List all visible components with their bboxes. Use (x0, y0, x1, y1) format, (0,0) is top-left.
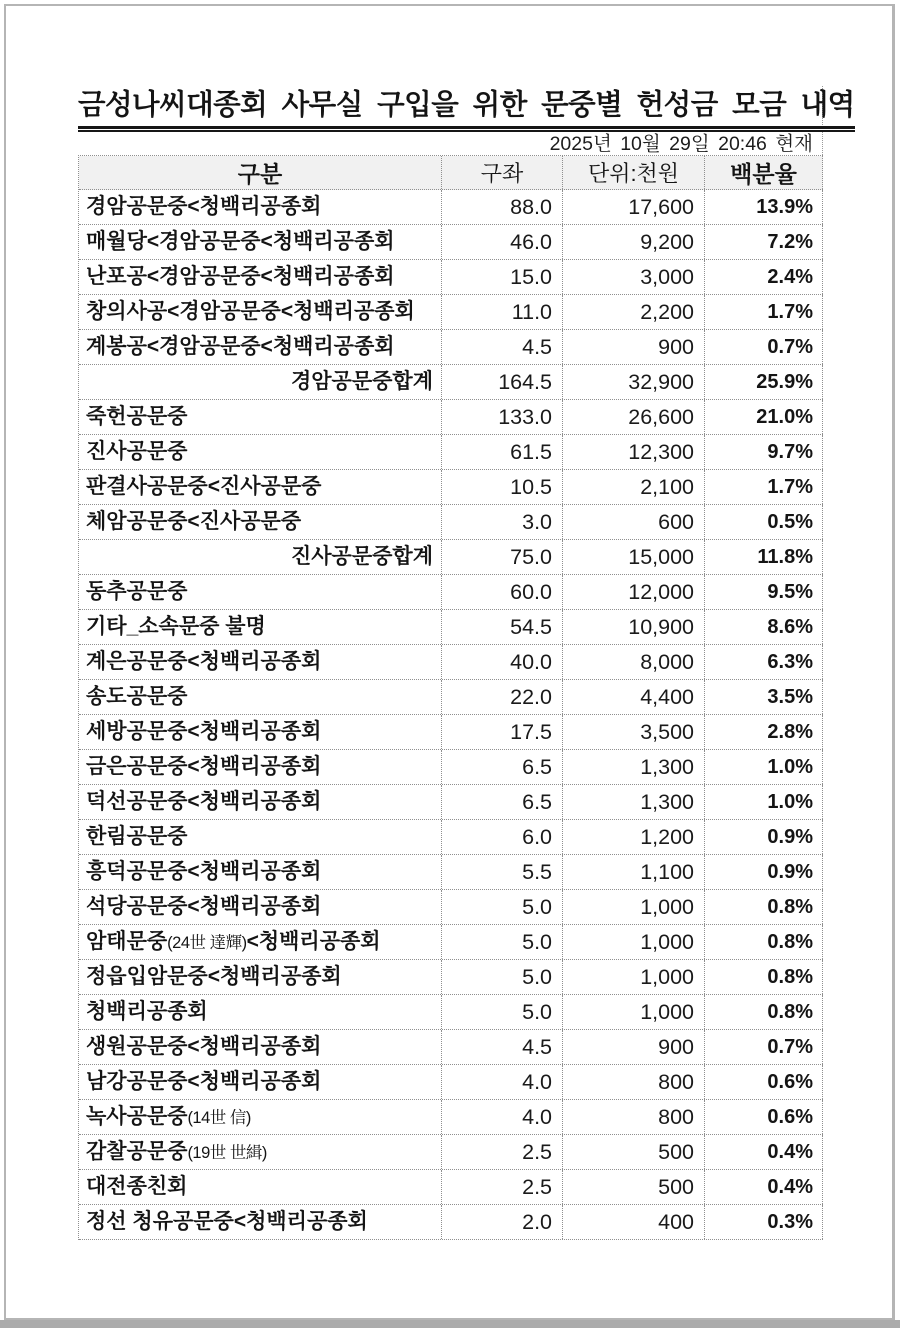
row-amount-cell: 1,000 (563, 890, 705, 924)
row-amount-cell: 15,000 (563, 540, 705, 574)
row-name-text: 세방공문중<청백리공종회 (86, 719, 322, 743)
row-name-note: (14世 信) (187, 1108, 251, 1127)
row-name-text: 청백리공종회 (86, 999, 208, 1023)
row-accounts-cell: 40.0 (442, 645, 563, 679)
row-name-cell (79, 925, 442, 959)
row-amount-cell: 10,900 (563, 610, 705, 644)
row-accounts-cell: 5.0 (442, 890, 563, 924)
donation-table (78, 155, 823, 1240)
row-name-text: 덕선공문중<청백리공종회 (86, 789, 322, 813)
row-name-cell (79, 295, 442, 329)
row-percent-cell: 9.5% (705, 575, 823, 609)
row-amount-cell: 400 (563, 1205, 705, 1239)
row-amount-cell: 1,300 (563, 785, 705, 819)
row-name-cell (79, 960, 442, 994)
row-name-cell (79, 190, 442, 224)
row-accounts-cell: 4.0 (442, 1100, 563, 1134)
header-cell-category: 구분 (79, 156, 442, 189)
row-name-text: 암태문중(24世 達輝)<청백리공종회 (86, 929, 381, 953)
row-name-text: 정읍입암문중<청백리공종회 (86, 964, 342, 988)
table-row (79, 645, 823, 680)
table-row (79, 1100, 823, 1135)
row-name-text: 석당공문중<청백리공종회 (86, 894, 322, 918)
row-percent-cell: 1.7% (705, 295, 823, 329)
row-amount-cell: 1,000 (563, 995, 705, 1029)
table-row (79, 330, 823, 365)
row-percent-cell: 0.8% (705, 960, 823, 994)
row-amount-cell: 9,200 (563, 225, 705, 259)
row-percent-cell: 0.5% (705, 505, 823, 539)
table-row (79, 890, 823, 925)
row-name-text: 창의사공<경암공문중<청백리공종회 (86, 299, 415, 323)
row-name-cell (79, 435, 442, 469)
row-name-cell (79, 1100, 442, 1134)
row-name-cell (79, 225, 442, 259)
row-percent-cell: 8.6% (705, 610, 823, 644)
table-row (79, 610, 823, 645)
row-percent-cell: 9.7% (705, 435, 823, 469)
table-subtotal-row (79, 365, 823, 400)
row-name-text: 기타_소속문중 불명 (86, 614, 266, 638)
row-name-cell (79, 890, 442, 924)
table-row (79, 995, 823, 1030)
row-percent-cell: 3.5% (705, 680, 823, 714)
page-title-wrap (78, 82, 855, 129)
table-row (79, 960, 823, 995)
row-percent-cell: 2.8% (705, 715, 823, 749)
row-amount-cell: 800 (563, 1100, 705, 1134)
row-percent-cell: 7.2% (705, 225, 823, 259)
row-percent-cell: 1.0% (705, 785, 823, 819)
row-name-text: 금은공문중<청백리공종회 (86, 754, 322, 778)
row-name-text: 죽헌공문중 (86, 404, 188, 428)
row-percent-cell: 11.8% (705, 540, 823, 574)
header-cell-amount-unit: 단위:천원 (563, 156, 705, 189)
row-amount-cell: 1,000 (563, 960, 705, 994)
row-name-cell (79, 680, 442, 714)
row-accounts-cell: 2.5 (442, 1135, 563, 1169)
row-name-text: 녹사공문중(14世 信) (86, 1104, 251, 1128)
row-amount-cell: 4,400 (563, 680, 705, 714)
row-accounts-cell: 6.5 (442, 785, 563, 819)
table-row (79, 1170, 823, 1205)
row-name-cell (79, 995, 442, 1029)
row-name-text: 계은공문중<청백리공종회 (86, 649, 322, 673)
row-name-cell (79, 505, 442, 539)
table-subtotal-row (79, 540, 823, 575)
row-name-cell (79, 820, 442, 854)
row-percent-cell: 13.9% (705, 190, 823, 224)
row-name-cell (79, 365, 442, 399)
row-name-text: 진사공문중 (86, 439, 188, 463)
table-row (79, 295, 823, 330)
row-amount-cell: 26,600 (563, 400, 705, 434)
row-percent-cell: 0.7% (705, 1030, 823, 1064)
row-name-cell (79, 610, 442, 644)
row-percent-cell: 0.9% (705, 855, 823, 889)
row-name-note: (19世 世緝) (187, 1143, 267, 1162)
row-amount-cell: 2,200 (563, 295, 705, 329)
table-row (79, 1135, 823, 1170)
header-cell-accounts: 구좌 (442, 156, 563, 189)
row-name-text: 남강공문중<청백리공종회 (86, 1069, 322, 1093)
row-name-cell (79, 540, 442, 574)
table-row (79, 470, 823, 505)
row-name-text: 체암공문중<진사공문중 (86, 509, 302, 533)
row-amount-cell: 3,000 (563, 260, 705, 294)
table-row (79, 820, 823, 855)
row-name-text: 송도공문중 (86, 684, 188, 708)
row-accounts-cell: 15.0 (442, 260, 563, 294)
row-accounts-cell: 61.5 (442, 435, 563, 469)
row-accounts-cell: 5.0 (442, 925, 563, 959)
row-amount-cell: 900 (563, 1030, 705, 1064)
row-accounts-cell: 4.0 (442, 1065, 563, 1099)
row-amount-cell: 3,500 (563, 715, 705, 749)
row-accounts-cell: 6.5 (442, 750, 563, 784)
row-accounts-cell: 17.5 (442, 715, 563, 749)
row-amount-cell: 32,900 (563, 365, 705, 399)
row-accounts-cell: 3.0 (442, 505, 563, 539)
as-of-date: 2025년 10월 29일 20:46 현재 (549, 133, 813, 155)
row-accounts-cell: 88.0 (442, 190, 563, 224)
row-percent-cell: 0.8% (705, 925, 823, 959)
row-percent-cell: 2.4% (705, 260, 823, 294)
row-accounts-cell: 5.0 (442, 995, 563, 1029)
row-percent-cell: 0.7% (705, 330, 823, 364)
table-row (79, 680, 823, 715)
row-accounts-cell: 11.0 (442, 295, 563, 329)
table-header-row (79, 156, 823, 190)
table-row (79, 505, 823, 540)
row-name-cell (79, 785, 442, 819)
row-accounts-cell: 54.5 (442, 610, 563, 644)
document-frame-bottom (0, 1320, 900, 1328)
row-name-text: 경암공문중<청백리공종회 (86, 194, 322, 218)
row-name-text: 감찰공문중(19世 世緝) (86, 1139, 267, 1163)
row-accounts-cell: 164.5 (442, 365, 563, 399)
table-row (79, 750, 823, 785)
row-name-text: 진사공문중합계 (290, 544, 433, 568)
row-amount-cell: 1,000 (563, 925, 705, 959)
row-amount-cell: 1,300 (563, 750, 705, 784)
table-row (79, 400, 823, 435)
row-amount-cell: 1,100 (563, 855, 705, 889)
row-name-cell (79, 400, 442, 434)
row-name-text: 생원공문중<청백리공종회 (86, 1034, 322, 1058)
row-accounts-cell: 5.5 (442, 855, 563, 889)
row-name-text: 경암공문중합계 (290, 369, 433, 393)
table-row (79, 260, 823, 295)
table-row (79, 1065, 823, 1100)
row-percent-cell: 21.0% (705, 400, 823, 434)
row-name-text: 난포공<경암공문중<청백리공종회 (86, 264, 395, 288)
row-amount-cell: 800 (563, 1065, 705, 1099)
row-accounts-cell: 4.5 (442, 1030, 563, 1064)
table-row (79, 435, 823, 470)
row-accounts-cell: 60.0 (442, 575, 563, 609)
table-row (79, 785, 823, 820)
row-percent-cell: 25.9% (705, 365, 823, 399)
row-name-cell (79, 1030, 442, 1064)
row-name-text: 정선 청유공문중<청백리공종회 (86, 1209, 368, 1233)
row-accounts-cell: 4.5 (442, 330, 563, 364)
row-amount-cell: 500 (563, 1170, 705, 1204)
row-amount-cell: 2,100 (563, 470, 705, 504)
row-percent-cell: 0.6% (705, 1065, 823, 1099)
row-name-cell (79, 1065, 442, 1099)
row-accounts-cell: 2.5 (442, 1170, 563, 1204)
row-name-cell (79, 1170, 442, 1204)
row-name-cell (79, 260, 442, 294)
row-accounts-cell: 22.0 (442, 680, 563, 714)
row-name-text: 흥덕공문중<청백리공종회 (86, 859, 322, 883)
row-name-cell (79, 330, 442, 364)
row-name-cell (79, 855, 442, 889)
row-amount-cell: 8,000 (563, 645, 705, 679)
row-name-text: 매월당<경암공문중<청백리공종회 (86, 229, 395, 253)
row-amount-cell: 1,200 (563, 820, 705, 854)
row-percent-cell: 0.4% (705, 1135, 823, 1169)
row-accounts-cell: 5.0 (442, 960, 563, 994)
row-amount-cell: 500 (563, 1135, 705, 1169)
row-accounts-cell: 133.0 (442, 400, 563, 434)
row-name-cell (79, 715, 442, 749)
row-accounts-cell: 75.0 (442, 540, 563, 574)
row-percent-cell: 0.9% (705, 820, 823, 854)
table-row (79, 575, 823, 610)
table-row (79, 855, 823, 890)
row-percent-cell: 6.3% (705, 645, 823, 679)
row-percent-cell: 0.8% (705, 890, 823, 924)
row-name-text: 계봉공<경암공문중<청백리공종회 (86, 334, 395, 358)
table-row (79, 1205, 823, 1240)
header-cell-percent: 백분율 (705, 156, 823, 189)
table-row (79, 190, 823, 225)
table-row (79, 1030, 823, 1065)
row-accounts-cell: 10.5 (442, 470, 563, 504)
row-name-cell (79, 575, 442, 609)
row-percent-cell: 0.4% (705, 1170, 823, 1204)
row-percent-cell: 0.8% (705, 995, 823, 1029)
table-body (79, 190, 823, 1240)
row-amount-cell: 12,300 (563, 435, 705, 469)
row-amount-cell: 17,600 (563, 190, 705, 224)
row-amount-cell: 600 (563, 505, 705, 539)
row-name-cell (79, 1135, 442, 1169)
row-percent-cell: 0.6% (705, 1100, 823, 1134)
row-percent-cell: 1.0% (705, 750, 823, 784)
row-amount-cell: 12,000 (563, 575, 705, 609)
row-name-text: 한림공문중 (86, 824, 188, 848)
row-accounts-cell: 6.0 (442, 820, 563, 854)
row-percent-cell: 1.7% (705, 470, 823, 504)
page-title: 금성나씨대종회 사무실 구입을 위한 문중별 헌성금 모금 내역 (78, 82, 855, 129)
table-row (79, 715, 823, 750)
row-accounts-cell: 2.0 (442, 1205, 563, 1239)
row-name-cell (79, 1205, 442, 1239)
row-accounts-cell: 46.0 (442, 225, 563, 259)
row-percent-cell: 0.3% (705, 1205, 823, 1239)
row-name-text: 판결사공문중<진사공문중 (86, 474, 322, 498)
row-name-cell (79, 750, 442, 784)
table-row (79, 225, 823, 260)
table-row (79, 925, 823, 960)
row-name-text: 대전종친회 (86, 1174, 188, 1198)
row-name-cell (79, 645, 442, 679)
row-name-cell (79, 470, 442, 504)
row-amount-cell: 900 (563, 330, 705, 364)
row-name-note: (24世 達輝) (167, 933, 247, 952)
row-name-text: 동추공문중 (86, 579, 188, 603)
